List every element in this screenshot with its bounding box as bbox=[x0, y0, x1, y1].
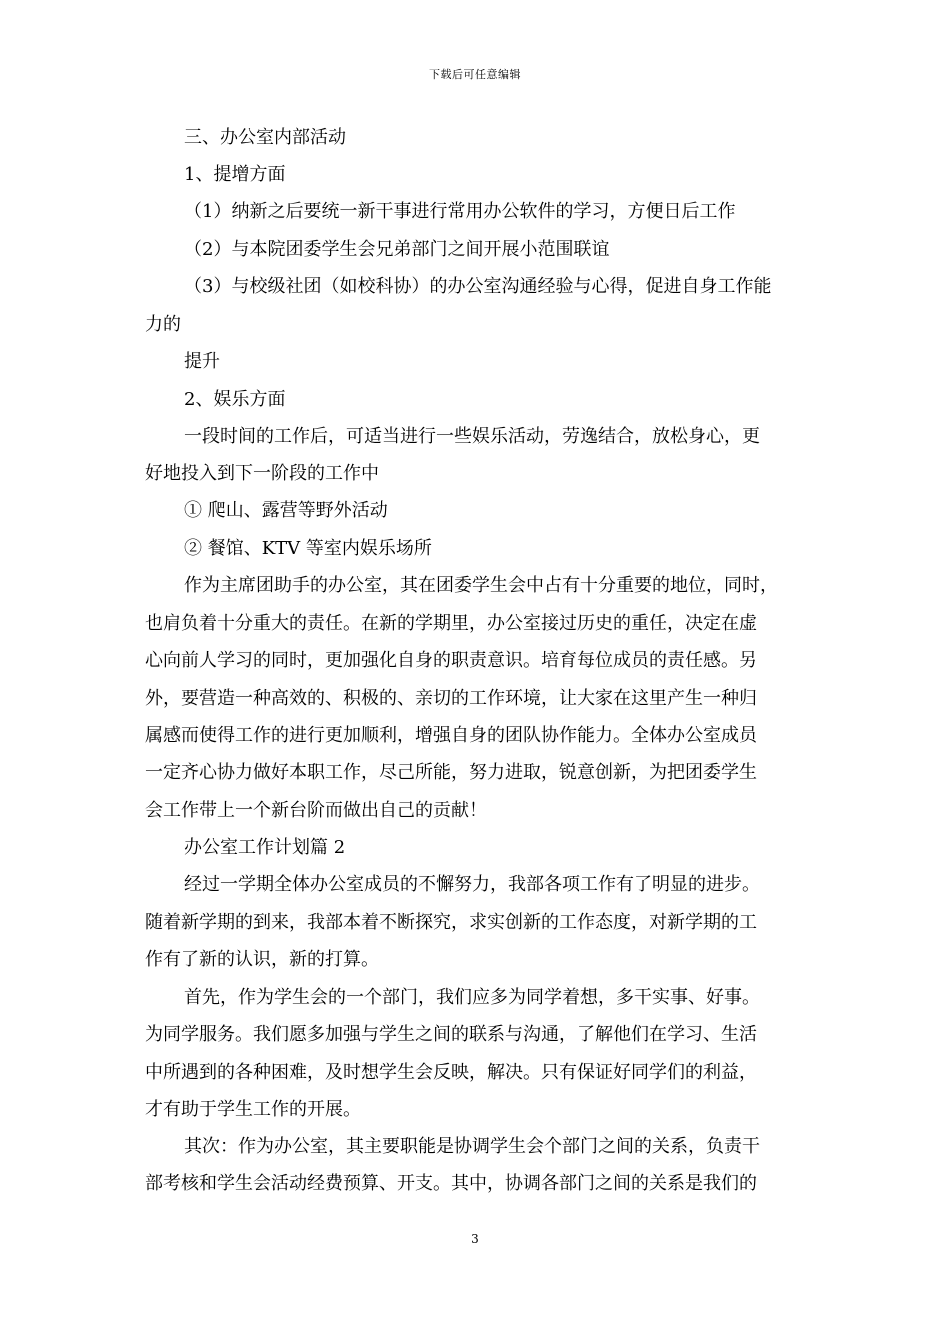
section-heading: 三、办公室内部活动 bbox=[184, 127, 346, 148]
paragraph-line: 会工作带上一个新台阶而做出自己的贡献！ bbox=[145, 800, 487, 821]
paragraph-line: 首先，作为学生会的一个部门，我们应多为同学着想，多干实事、好事。 bbox=[184, 987, 760, 1008]
paragraph-line: 提升 bbox=[184, 351, 220, 372]
paragraph-line: 属感而使得工作的进行更加顺利，增强自身的团队协作能力。全体办公室成员 bbox=[145, 725, 757, 746]
paragraph-line: 经过一学期全体办公室成员的不懈努力，我部各项工作有了明显的进步。 bbox=[184, 874, 760, 895]
paragraph-line: 外，要营造一种高效的、积极的、亲切的工作环境，让大家在这里产生一种归 bbox=[145, 688, 757, 709]
subsection-heading: 2、娱乐方面 bbox=[184, 389, 286, 410]
page-number: 3 bbox=[471, 1232, 479, 1246]
paragraph-line: 作有了新的认识，新的打算。 bbox=[145, 949, 379, 970]
paragraph-line: 中所遇到的各种困难，及时想学生会反映，解决。只有保证好同学们的利益， bbox=[145, 1062, 757, 1083]
paragraph-line: 力的 bbox=[145, 314, 181, 335]
paragraph-line: 好地投入到下一阶段的工作中 bbox=[145, 463, 379, 484]
paragraph-line: 为同学服务。我们愿多加强与学生之间的联系与沟通，了解他们在学习、生活 bbox=[145, 1024, 757, 1045]
list-item: （2）与本院团委学生会兄弟部门之间开展小范围联谊 bbox=[184, 239, 610, 260]
paragraph-line: 随着新学期的到来，我部本着不断探究，求实创新的工作态度，对新学期的工 bbox=[145, 912, 757, 933]
paragraph-line: 心向前人学习的同时，更加强化自身的职责意识。培育每位成员的责任感。另 bbox=[145, 650, 757, 671]
paragraph-line: 也肩负着十分重大的责任。在新的学期里，办公室接过历史的重任，决定在虚 bbox=[145, 613, 757, 634]
subsection-heading: 1、提增方面 bbox=[184, 164, 286, 185]
paragraph-line: 部考核和学生会活动经费预算、开支。其中，协调各部门之间的关系是我们的 bbox=[145, 1173, 757, 1194]
list-item: （1）纳新之后要统一新干事进行常用办公软件的学习，方便日后工作 bbox=[184, 201, 736, 222]
page-header-note: 下载后可任意编辑 bbox=[429, 68, 521, 81]
paragraph-line: 作为主席团助手的办公室，其在团委学生会中占有十分重要的地位，同时， bbox=[184, 575, 778, 596]
paragraph-line: 一段时间的工作后，可适当进行一些娱乐活动，劳逸结合，放松身心，更 bbox=[184, 426, 760, 447]
list-item: ① 爬山、露营等野外活动 bbox=[184, 500, 388, 521]
paragraph-line: 才有助于学生工作的开展。 bbox=[145, 1099, 361, 1120]
paragraph-line: 其次：作为办公室，其主要职能是协调学生会个部门之间的关系，负责干 bbox=[184, 1136, 760, 1157]
list-item: （3）与校级社团（如校科协）的办公室沟通经验与心得，促进自身工作能 bbox=[184, 276, 772, 297]
section-title: 办公室工作计划篇 2 bbox=[184, 837, 346, 858]
list-item: ② 餐馆、KTV 等室内娱乐场所 bbox=[184, 538, 432, 559]
paragraph-line: 一定齐心协力做好本职工作，尽己所能，努力进取，锐意创新，为把团委学生 bbox=[145, 762, 757, 783]
